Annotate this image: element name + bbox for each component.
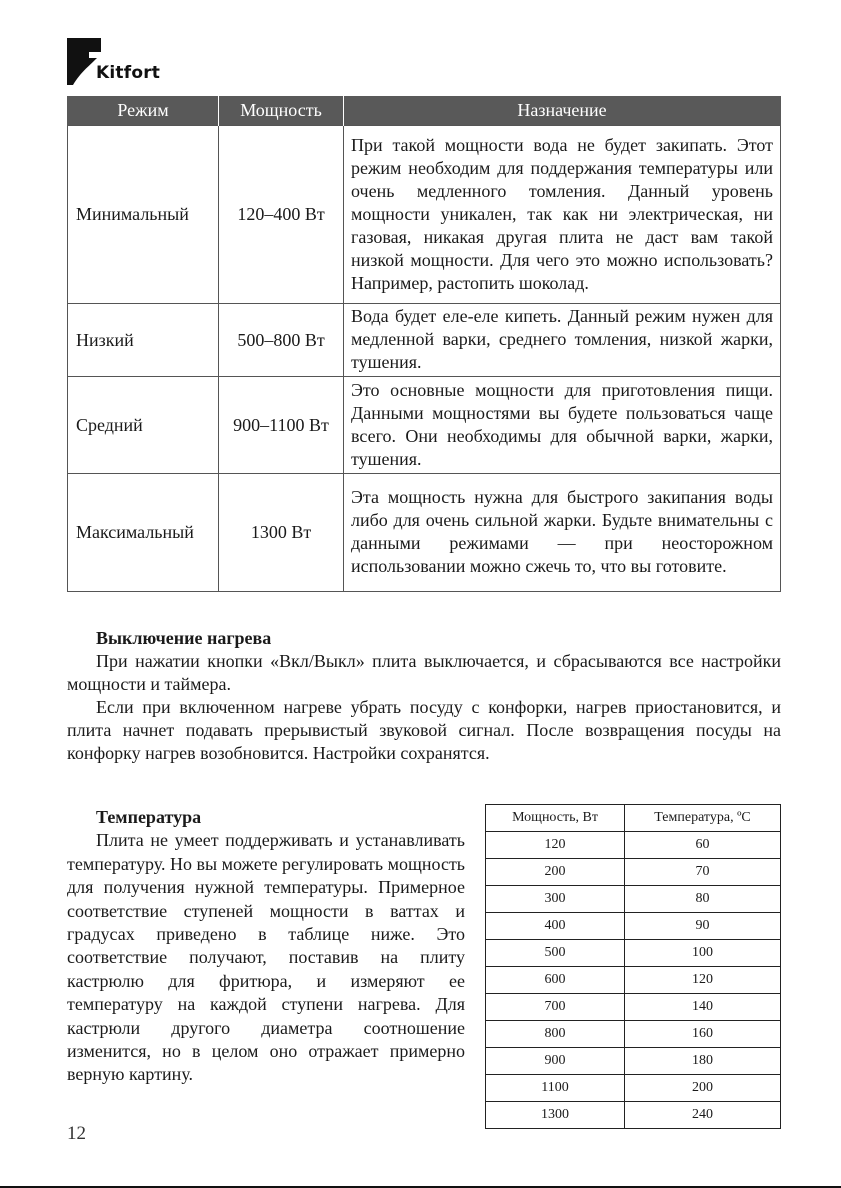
- temperature-cell: 80: [625, 886, 781, 913]
- table-row: [486, 832, 781, 859]
- paragraph: При нажатии кнопки «Вкл/Выкл» плита выключается, и сбрасываются все настройки мощности и таймера.: [67, 651, 781, 694]
- table-row: [486, 1075, 781, 1102]
- power-cell: 1300: [486, 1102, 625, 1129]
- power-modes-table: [67, 96, 781, 592]
- power-cell: 800: [486, 1021, 625, 1048]
- section-heading: Температура: [96, 807, 202, 827]
- mode-purpose: Вода будет еле-еле кипеть. Данный режим нужен для медленной варки, среднего томления, низкой жарки, тушения.: [344, 304, 781, 377]
- mode-name: Низкий: [68, 304, 219, 377]
- table-row: [68, 474, 781, 592]
- mode-power: 500–800 Вт: [219, 304, 344, 377]
- temperature-cell: 70: [625, 859, 781, 886]
- power-cell: 300: [486, 886, 625, 913]
- table-row: [486, 1021, 781, 1048]
- temperature-cell: 200: [625, 1075, 781, 1102]
- table-row: [486, 994, 781, 1021]
- table-row: [486, 859, 781, 886]
- power-temperature-table: [485, 804, 781, 1129]
- col-header-mode: Режим: [68, 96, 219, 126]
- table-row: [68, 304, 781, 377]
- temperature-cell: 160: [625, 1021, 781, 1048]
- col-header-temperature: Температура, ºС: [625, 805, 781, 832]
- page-number: 12: [67, 1123, 86, 1144]
- kitfort-logo: [67, 38, 187, 86]
- mode-purpose: Эта мощность нужна для быстрого закипания воды либо для очень сильной жарки. Будьте внимательны с данными режимами — при неосторожном использовании можно сжечь то, что вы готовите.: [344, 474, 781, 592]
- col-header-power: Мощность: [219, 96, 344, 126]
- table-row: [486, 886, 781, 913]
- col-header-power: Мощность, Вт: [486, 805, 625, 832]
- mode-power: 120–400 Вт: [219, 126, 344, 304]
- power-cell: 200: [486, 859, 625, 886]
- logo-text: Kitfort: [96, 63, 161, 83]
- power-cell: 400: [486, 913, 625, 940]
- mode-name: Средний: [68, 377, 219, 474]
- mode-power: 900–1100 Вт: [219, 377, 344, 474]
- temperature-cell: 180: [625, 1048, 781, 1075]
- power-cell: 700: [486, 994, 625, 1021]
- col-header-purpose: Назначение: [344, 96, 781, 126]
- table-row: [68, 377, 781, 474]
- paragraph: Если при включенном нагреве убрать посуду с конфорки, нагрев приостановится, и плита начнет подавать прерывистый звуковой сигнал. После возвращения посуды на конфорку нагрев возобновится. Настройки сохранятся.: [67, 697, 781, 763]
- table-row: [486, 1102, 781, 1129]
- table-header-row: [486, 805, 781, 832]
- table-row: [486, 940, 781, 967]
- mode-name: Минимальный: [68, 126, 219, 304]
- mode-power: 1300 Вт: [219, 474, 344, 592]
- mode-purpose: Это основные мощности для приготовления пищи. Данными мощностями вы будете пользоваться чаще всего. Они необходимы для обычной варки, жарки, тушения.: [344, 377, 781, 474]
- heating-off-section: [67, 627, 781, 765]
- mode-name: Максимальный: [68, 474, 219, 592]
- temperature-cell: 140: [625, 994, 781, 1021]
- temperature-cell: 90: [625, 913, 781, 940]
- power-cell: 120: [486, 832, 625, 859]
- temperature-cell: 60: [625, 832, 781, 859]
- section-heading: Выключение нагрева: [96, 628, 272, 648]
- table-row: [486, 967, 781, 994]
- temperature-cell: 240: [625, 1102, 781, 1129]
- table-row: [486, 1048, 781, 1075]
- paragraph: Плита не умеет поддерживать и устанавливать температуру. Но вы можете регулировать мощность для получения нужной температуры. Примерное соответствие ступеней мощности в ваттах и градусах приведено в таблице ниже. Это соответствие получают, поставив на плиту кастрюлю для фритюра, и измеряют ее температуру на каждой ступени нагрева. Для кастрюли другого диаметра соотношение изменится, но в целом оно отражает примерно верную картину.: [67, 830, 466, 1085]
- mode-purpose: При такой мощности вода не будет закипать. Этот режим необходим для поддержания температуры или очень медленного томления. Данный уровень мощности уникален, так как ни электрическая, ни газовая, никакая другая плита не даст вам такой низкой мощности. Для чего это можно использовать? Например, растопить шоколад.: [344, 126, 781, 304]
- power-cell: 900: [486, 1048, 625, 1075]
- temperature-cell: 120: [625, 967, 781, 994]
- temperature-section: [67, 806, 465, 1087]
- power-cell: 500: [486, 940, 625, 967]
- power-cell: 600: [486, 967, 625, 994]
- temperature-cell: 100: [625, 940, 781, 967]
- power-cell: 1100: [486, 1075, 625, 1102]
- table-row: [68, 126, 781, 304]
- table-row: [486, 913, 781, 940]
